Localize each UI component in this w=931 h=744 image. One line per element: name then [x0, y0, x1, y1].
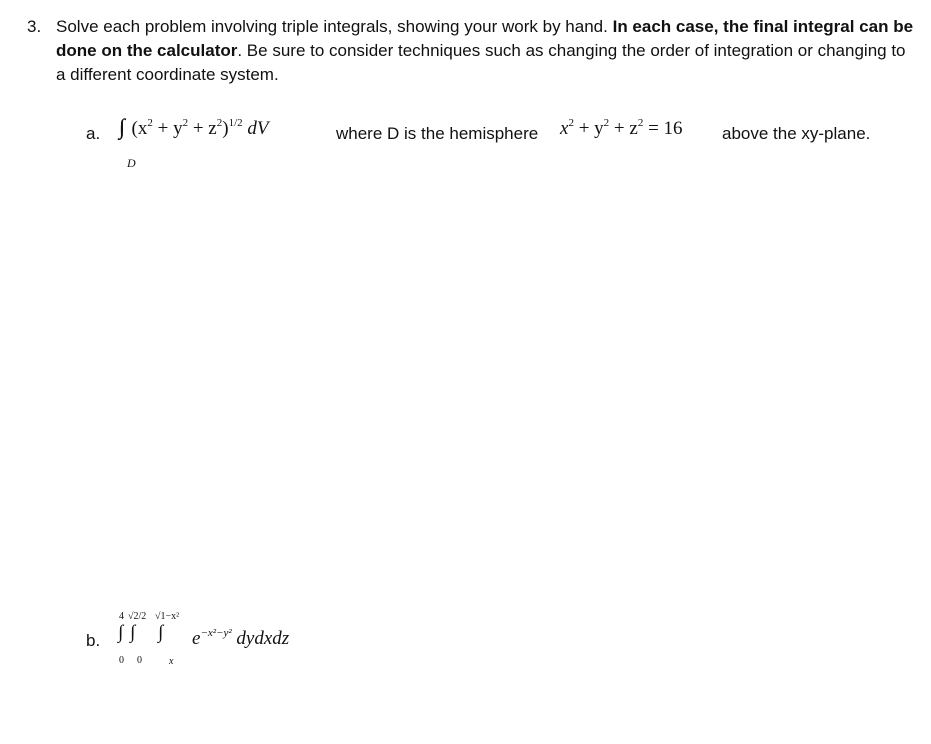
outer-upper-limit: 4: [119, 611, 124, 622]
part-b-integrand: $e^{-x^2-y^2}$ dydxdz: [192, 627, 290, 649]
integral-sign-outer: ∫: [118, 622, 124, 643]
part-a-integral: [119, 114, 269, 140]
integral-sign-middle: ∫: [130, 622, 136, 643]
inner-upper-limit: √1−x²: [155, 611, 180, 622]
problem-number: 3.: [27, 17, 42, 36]
integral-sign-inner: ∫: [158, 622, 164, 643]
problem-statement: [56, 15, 916, 87]
problem-intro: Solve each problem involving triple integrals, showing your work by hand.: [56, 17, 608, 36]
part-a-integrand: $(x^2 + y^2 + z^2)^{1/2}$ dV: [131, 117, 269, 139]
middle-lower-limit: 0: [137, 655, 142, 666]
outer-lower-limit: 0: [119, 655, 124, 666]
problem-bold-text: In each case, the final integral can be done on the calculator: [56, 17, 914, 60]
part-b-label: b.: [86, 631, 101, 650]
hemisphere-equation: $x^2 + y^2 + z^2 = 16$: [560, 117, 683, 139]
part-a-text-where: where D is the hemisphere: [336, 124, 539, 143]
part-a-text-above: above the xy-plane.: [722, 124, 871, 143]
part-a-label: a.: [86, 124, 101, 143]
problem-rest: . Be sure to consider techniques such as changing the order of integration or changing to a different coordinate system.: [56, 41, 906, 84]
middle-upper-limit: √2/2: [128, 611, 147, 622]
inner-lower-limit: x: [169, 656, 174, 667]
region-label: D: [127, 156, 136, 170]
